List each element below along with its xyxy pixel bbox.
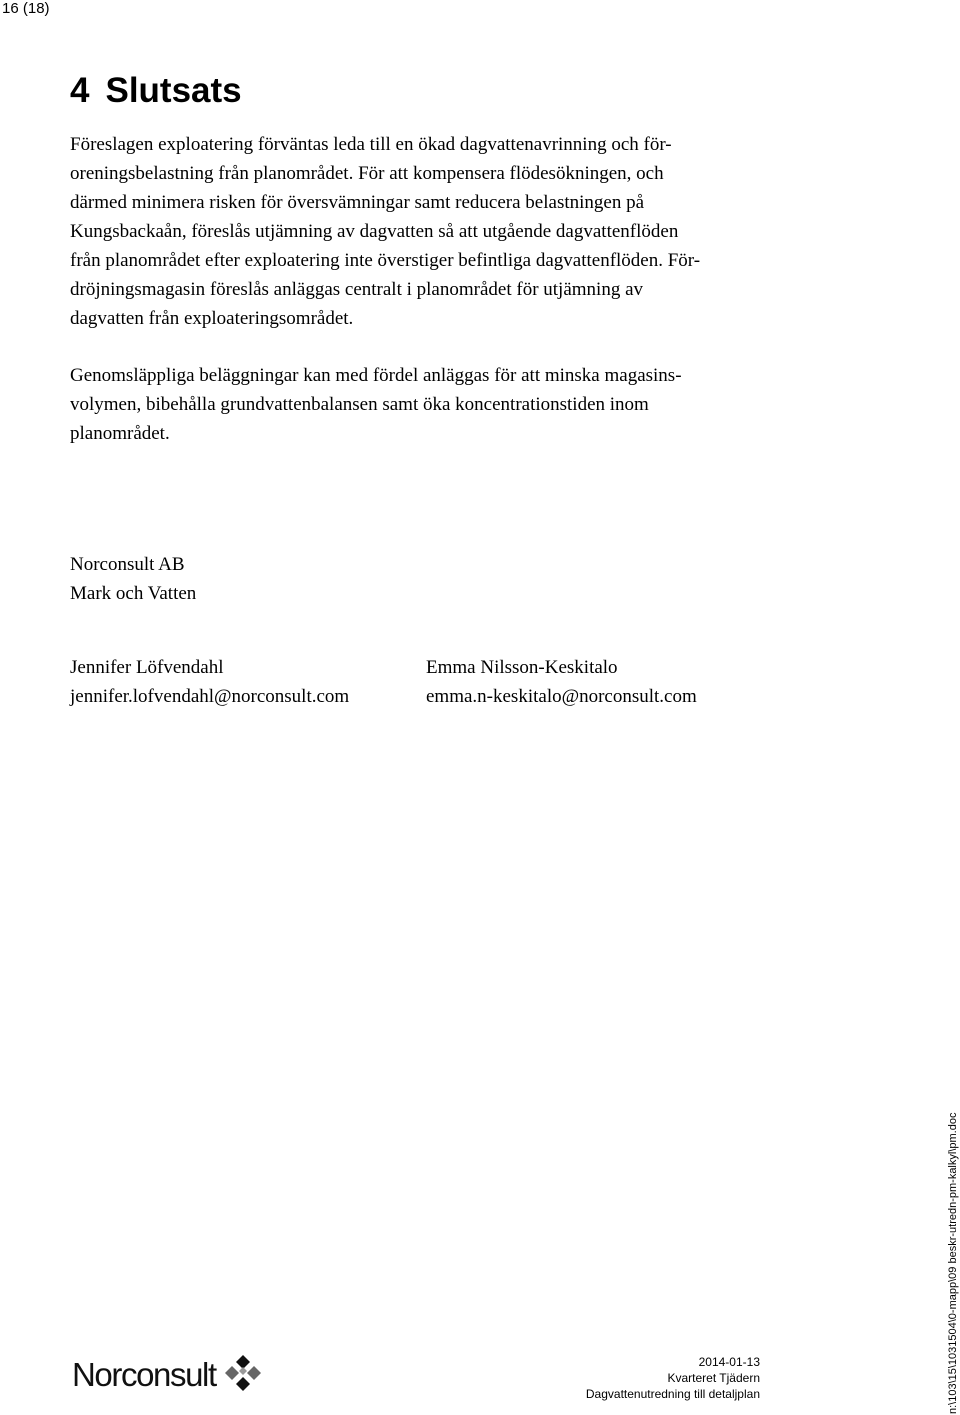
company-name: Norconsult AB: [70, 554, 185, 575]
norconsult-diamond-logo-icon: [220, 1353, 266, 1397]
norconsult-logo: [72, 1353, 266, 1397]
text-line: volymen, bibehålla grundvattenbalansen samt öka koncentrationstiden inom: [70, 394, 649, 415]
text-line: dagvatten från exploateringsområdet.: [70, 308, 354, 329]
text-line: oreningsbelastning från planområdet. För att kompensera flödesökningen, och: [70, 163, 664, 184]
footer-date: 2014-01-13: [698, 1355, 760, 1369]
footer-document-title: Dagvattenutredning till detaljplan: [585, 1387, 760, 1401]
conclusion-paragraph-2: [70, 361, 760, 448]
file-path: n:\103\15\1031504\0-mapp\09 beskr-utredn-pm-kalkyl\pm.doc: [947, 1112, 959, 1414]
section-heading: [70, 68, 242, 114]
text-line: Föreslagen exploatering förväntas leda till en ökad dagvattenavrinning och för-: [70, 134, 672, 155]
section-title: Slutsats: [105, 71, 242, 110]
section-number: 4: [70, 71, 90, 110]
text-line: Kungsbackaån, föreslås utjämning av dagvatten så att utgående dagvattenflöden: [70, 221, 679, 242]
logo-text: Norconsult: [72, 1356, 216, 1393]
author-name-2: Emma Nilsson-Keskitalo: [426, 657, 618, 678]
author-email-1[interactable]: jennifer.lofvendahl@norconsult.com: [70, 686, 350, 707]
company-department: Mark och Vatten: [70, 583, 197, 604]
text-line: därmed minimera risken för översvämningar samt reducera belastningen på: [70, 192, 645, 213]
page-number: 16 (18): [2, 0, 50, 17]
text-line: dröjningsmagasin föreslås anläggas centralt i planområdet för utjämning av: [70, 279, 643, 300]
text-line: Genomsläppliga beläggningar kan med fördel anläggas för att minska magasins-: [70, 365, 682, 386]
author-email-2[interactable]: emma.n-keskitalo@norconsult.com: [426, 686, 697, 707]
footer-project: Kvarteret Tjädern: [667, 1371, 760, 1385]
text-line: från planområdet efter exploatering inte överstiger befintliga dagvattenflöden. För-: [70, 250, 701, 271]
author-name-1: Jennifer Löfvendahl: [70, 657, 224, 678]
conclusion-paragraph-1: [70, 130, 760, 333]
text-line: planområdet.: [70, 423, 170, 444]
